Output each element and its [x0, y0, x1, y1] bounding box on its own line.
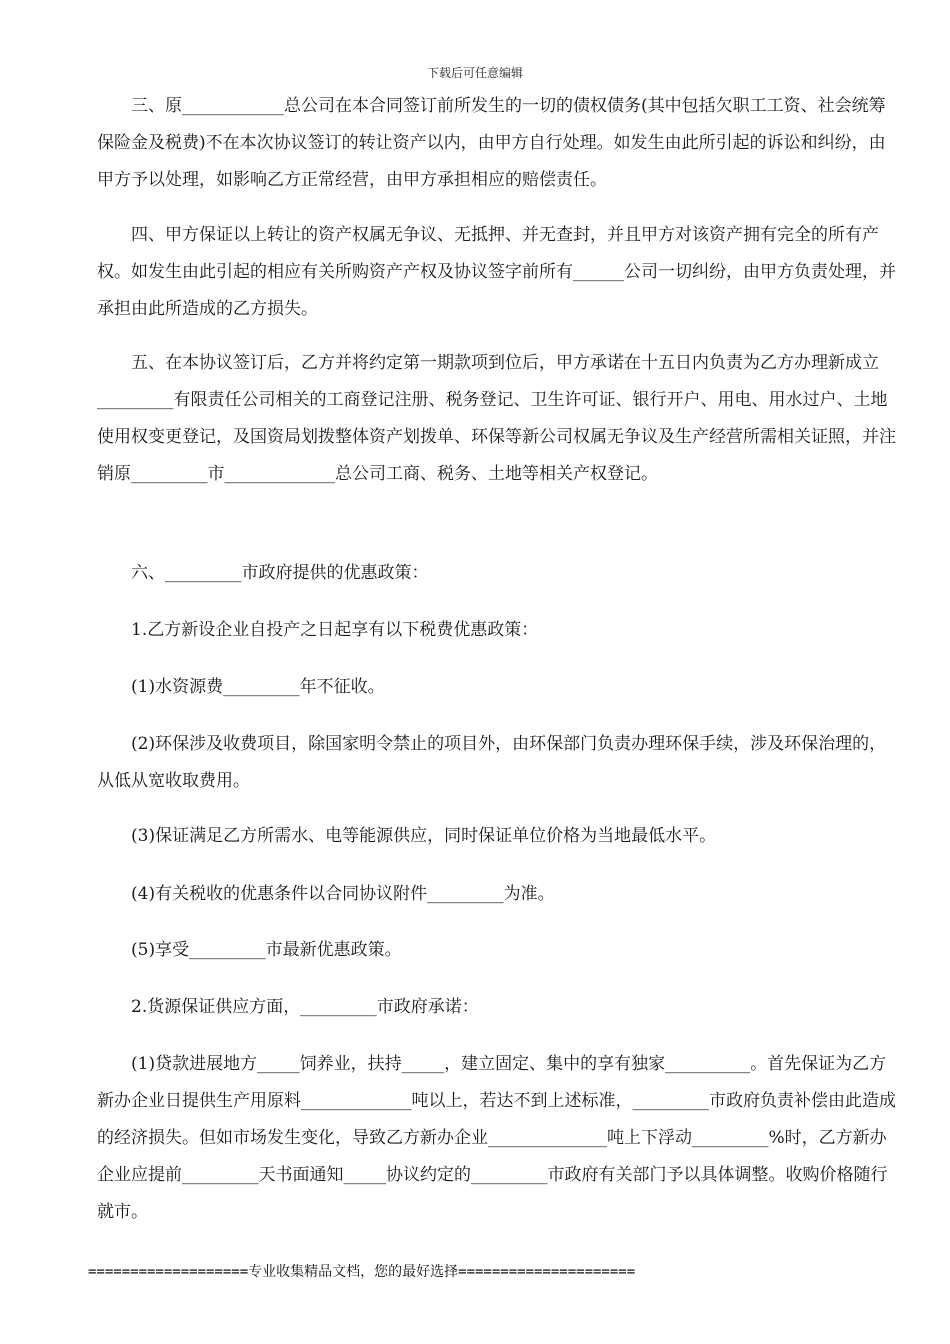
page-header: 下载后可任意编辑	[426, 66, 523, 80]
supply-guarantee-heading: 2.货源保证供应方面，_________市政府承诺：	[97, 997, 479, 1017]
clause-5-paragraph: 五、在本协议签订后，乙方并将约定第一期款项到位后，甲方承诺在十五日内负责为乙方办理新成立_________有限责任公司相关的工商登记注册、税务登记、卫生许可证、银行开户、用电、用水过户、土地使用权变更登记，及国资局划拨整体资产划拨单、环保等新公司权属无争议及生产经营所需相关证照，并注销原_________市_____________总公司工商、税务、土地等相关产权登记。	[97, 353, 896, 484]
loan-support-item: (1)贷款进展地方_____饲养业，扶持_____，建立固定、集中的享有独家__________。首先保证为乙方新办企业日提供生产用原料_____________吨以上，若达不到上述标准，_________市政府负责补偿由此造成的经济损失。但如市场发生变化，导致乙方新办企业______________吨上下浮动_________%时，乙方新办企业应提前_________天书面通知_____协议约定的_________市政府有关部门予以具体调整。收购价格随行就市。	[97, 1054, 896, 1222]
environmental-fee-item: (2)环保涉及收费项目，除国家明令禁止的项目外，由环保部门负责办理环保手续，涉及环保治理的，从低从宽收取费用。	[97, 734, 887, 791]
tax-policy-heading: 1.乙方新设企业自投产之日起享有以下税费优惠政策：	[97, 620, 539, 640]
clause-3-paragraph: 三、原____________总公司在本合同签订前所发生的一切的债权债务(其中包括欠职工工资、社会统筹保险金及税费)不在本次协议签订的转让资产以内，由甲方自行处理。如发生由此所引起的诉讼和纠纷，由甲方予以处理，如影响乙方正常经营，由甲方承担相应的赔偿责任。	[97, 96, 886, 190]
energy-supply-item: (3)保证满足乙方所需水、电等能源供应，同时保证单位价格为当地最低水平。	[97, 826, 717, 846]
tax-attachment-item: (4)有关税收的优惠条件以合同协议附件_________为准。	[97, 884, 555, 904]
clause-6-heading: 六、_________市政府提供的优惠政策：	[97, 563, 429, 583]
latest-policy-item: (5)享受_________市最新优惠政策。	[97, 940, 402, 960]
water-fee-item: (1)水资源费_________年不征收。	[97, 677, 385, 697]
clause-4-paragraph: 四、甲方保证以上转让的资产权属无争议、无抵押、并无查封，并且甲方对该资产拥有完全的所有产权。如发生由此引起的相应有关所购资产产权及协议签字前所有______公司一切纠纷，由甲方负责处理，并承担由此所造成的乙方损失。	[97, 225, 896, 319]
page-footer: ===================专业收集精品文档，您的最好选择=====================	[88, 1264, 636, 1280]
